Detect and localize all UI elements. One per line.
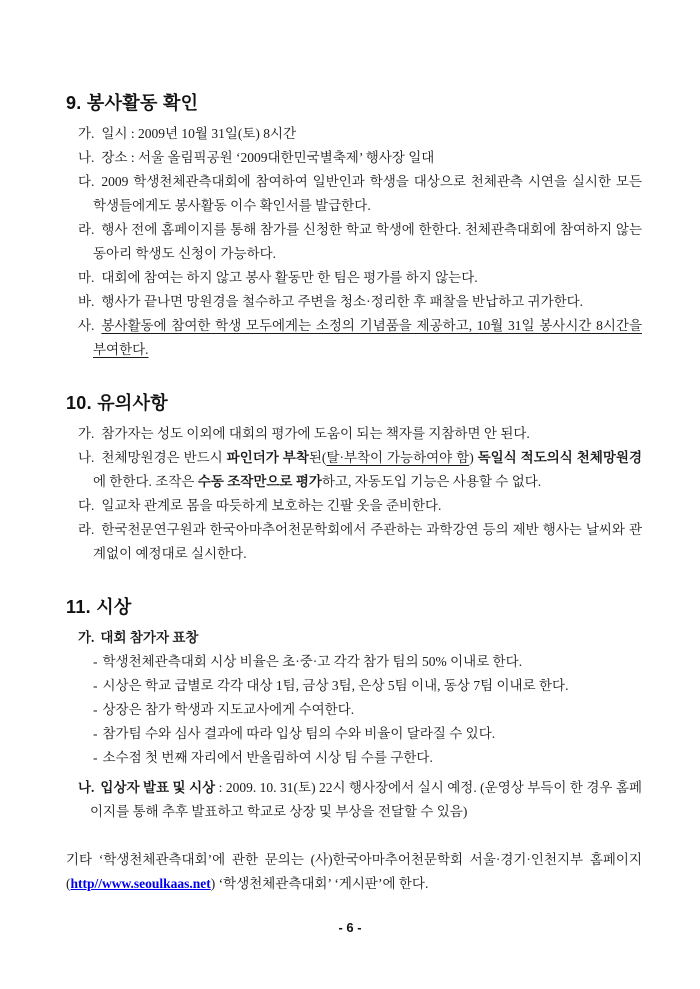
awards-bullet-list bbox=[93, 650, 642, 770]
item-text: 참가팀 수와 심사 결과에 따라 입상 팀의 수와 비율이 달라질 수 있다. bbox=[102, 726, 496, 741]
dash-bullet: - bbox=[93, 678, 98, 693]
item-text: 한국천문연구원과 한국아마추어천문학회에서 주관하는 과학강연 등의 제반 행사는 날씨와 관계없이 예정대로 실시한다. bbox=[93, 522, 642, 561]
seoulkaas-link[interactable]: http//www.seoulkaas.net bbox=[70, 876, 211, 891]
item-text: 대회에 참여는 하지 않고 봉사 활동만 한 팀은 평가를 하지 않는다. bbox=[101, 270, 478, 285]
closing-text: 기타 ‘학생천체관측대회’에 관한 문의는 (사)한국아마추어천문학회 서울·경기·인천지부 홈페이지 ( bbox=[66, 852, 642, 891]
item-label: 가. bbox=[78, 126, 95, 141]
list-item bbox=[78, 266, 642, 290]
item-label: 다. bbox=[78, 498, 95, 513]
section-list bbox=[78, 422, 642, 566]
list-item bbox=[78, 170, 642, 218]
item-label: 다. bbox=[78, 174, 95, 189]
awards-announcement-item bbox=[78, 776, 642, 824]
section-volunteer-confirmation bbox=[66, 92, 642, 362]
item-text: 시상은 학교 급별로 각각 대상 1팀, 금상 3팀, 은상 5팀 이내, 동상 7팀 이내로 한다. bbox=[102, 678, 569, 693]
item-text: 행사 전에 홈페이지를 통해 참가를 신청한 학교 학생에 한한다. 천체관측대회에 참여하지 않는 동아리 학생도 신청이 가능하다. bbox=[93, 222, 642, 261]
list-item bbox=[93, 746, 642, 770]
item-text: 일교차 관계로 몸을 따듯하게 보호하는 긴팔 옷을 준비한다. bbox=[101, 498, 442, 513]
item-text-underlined: 봉사활동에 참여한 학생 모두에게는 소정의 기념품을 제공하고, 10월 31일 봉사시간 8시간을 부여한다. bbox=[93, 318, 642, 357]
list-item bbox=[78, 122, 642, 146]
closing-text: ) ‘학생천체관측대회’ ‘게시판’에 한다. bbox=[210, 876, 429, 891]
item-text: 하고, 자동도입 기능은 사용할 수 없다. bbox=[321, 474, 542, 489]
item-label: 사. bbox=[78, 318, 95, 333]
item-text: 장소 : 서울 올림픽공원 ‘2009대한민국별축제’ 행사장 일대 bbox=[101, 150, 435, 165]
section-awards bbox=[66, 596, 642, 824]
item-label: 가. bbox=[78, 426, 95, 441]
section-heading: 9. 봉사활동 확인 bbox=[66, 93, 199, 113]
list-item bbox=[78, 146, 642, 170]
item-text: 참가자는 성도 이외에 대회의 평가에 도움이 되는 책자를 지참하면 안 된다. bbox=[101, 426, 530, 441]
item-text: 천체망원경은 반드시 bbox=[101, 450, 227, 465]
dash-bullet: - bbox=[93, 726, 98, 741]
list-item bbox=[78, 218, 642, 266]
list-item bbox=[93, 722, 642, 746]
list-item bbox=[78, 494, 642, 518]
item-text: 소수점 첫 번째 자리에서 반올림하여 시상 팀 수를 구한다. bbox=[102, 750, 433, 765]
item-text-underlined: 탈·부착이 가능하여야 함 bbox=[326, 450, 470, 465]
dash-bullet: - bbox=[93, 750, 98, 765]
list-item bbox=[78, 518, 642, 566]
list-item bbox=[78, 290, 642, 314]
list-item bbox=[78, 422, 642, 446]
item-text: 된( bbox=[308, 450, 327, 465]
dash-bullet: - bbox=[93, 654, 98, 669]
page-number: - 6 - bbox=[338, 920, 362, 935]
closing-paragraph bbox=[66, 848, 642, 896]
list-item bbox=[78, 314, 642, 362]
item-text: 행사가 끝나면 망원경을 철수하고 주변을 청소·정리한 후 패찰을 반납하고 귀가한다. bbox=[101, 294, 584, 309]
list-item bbox=[93, 698, 642, 722]
item-label: 마. bbox=[78, 270, 95, 285]
item-text: : 2009. 10. 31(토) 22시 행사장에서 실시 예정. (운영상 부득이 한 경우 홈페이지를 통해 추후 발표하고 학교로 상장 및 부상을 전달할 수 있음) bbox=[90, 780, 643, 819]
list-item bbox=[93, 674, 642, 698]
item-text-bold: 독일식 적도의식 천체망원경 bbox=[477, 450, 642, 465]
dash-bullet: - bbox=[93, 702, 98, 717]
item-label: 가. bbox=[78, 630, 95, 645]
item-text: 대회 참가자 표창 bbox=[100, 630, 199, 645]
item-text: 상장은 참가 학생과 지도교사에게 수여한다. bbox=[102, 702, 355, 717]
item-text-bold: 입상자 발표 및 시상 bbox=[100, 780, 216, 795]
item-text: 에 한한다. 조작은 bbox=[93, 474, 198, 489]
item-text: ) bbox=[469, 450, 478, 465]
item-text: 2009 학생천체관측대회에 참여하여 일반인과 학생을 대상으로 천체관측 시연을 실시한 모든 학생들에게도 봉사활동 이수 확인서를 발급한다. bbox=[93, 174, 642, 213]
awards-subsection-title bbox=[78, 626, 642, 650]
item-text: 일시 : 2009년 10월 31일(토) 8시간 bbox=[101, 126, 297, 141]
list-item bbox=[93, 650, 642, 674]
item-text-bold: 파인더가 부착 bbox=[226, 450, 309, 465]
document-content bbox=[66, 92, 642, 896]
item-label: 라. bbox=[78, 522, 95, 537]
item-text: 학생천체관측대회 시상 비율은 초·중·고 각각 참가 팀의 50% 이내로 한다. bbox=[102, 654, 523, 669]
item-label: 나. bbox=[78, 150, 95, 165]
section-list bbox=[78, 122, 642, 362]
item-label: 나. bbox=[78, 450, 95, 465]
list-item bbox=[78, 446, 642, 494]
item-label: 바. bbox=[78, 294, 95, 309]
section-heading: 11. 시상 bbox=[66, 597, 132, 617]
section-heading: 10. 유의사항 bbox=[66, 393, 168, 413]
item-label: 나. bbox=[78, 780, 95, 795]
item-label: 라. bbox=[78, 222, 95, 237]
section-precautions bbox=[66, 392, 642, 566]
item-text-bold: 수동 조작만으로 평가 bbox=[197, 474, 322, 489]
